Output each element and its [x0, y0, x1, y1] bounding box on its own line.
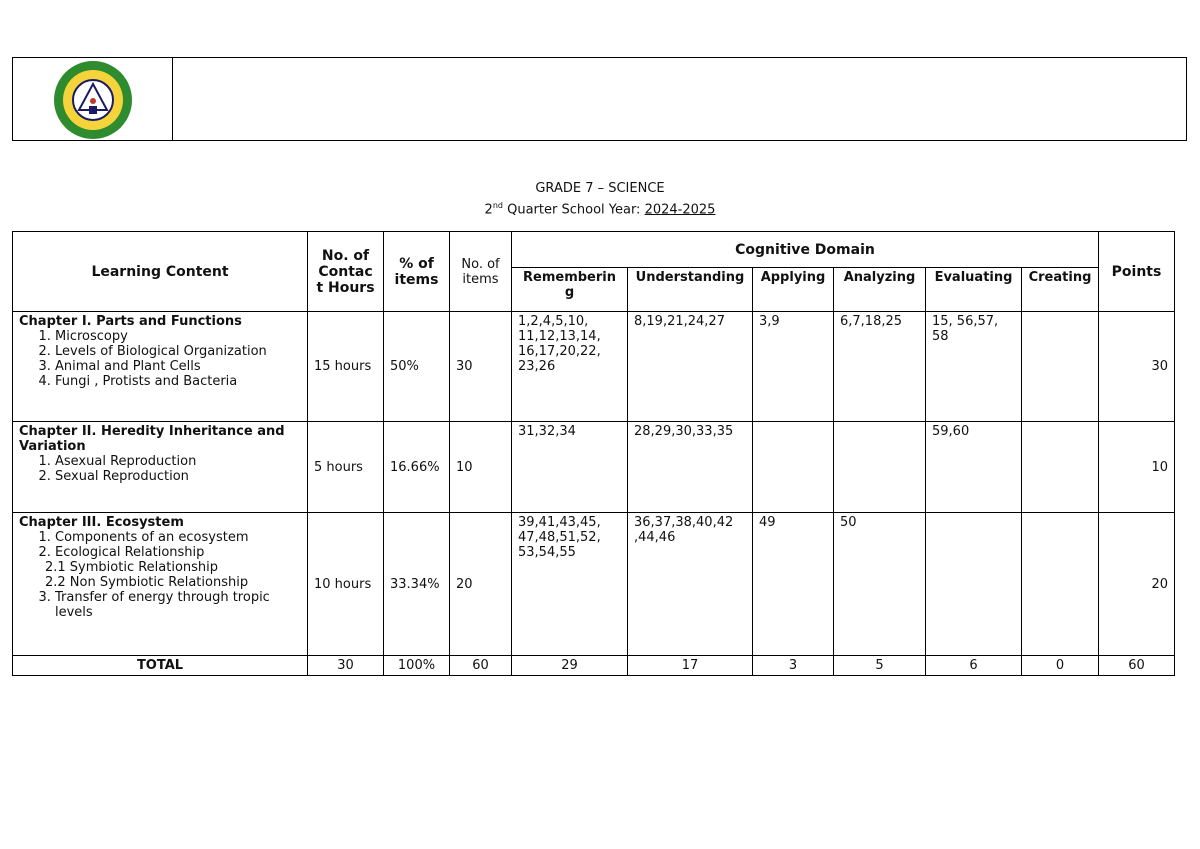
creating-cell — [1022, 422, 1099, 513]
evaluating-cell: 59,60 — [926, 422, 1022, 513]
understanding-cell: 8,19,21,24,27 — [628, 312, 753, 422]
header-analyzing: Analyzing — [834, 268, 926, 312]
remembering-cell: 31,32,34 — [512, 422, 628, 513]
header-cognitive-domain: Cognitive Domain — [512, 232, 1099, 268]
understanding-cell: 28,29,30,33,35 — [628, 422, 753, 513]
total-creating: 0 — [1022, 656, 1099, 676]
topic-list — [19, 454, 301, 484]
learning-content-cell — [13, 422, 308, 513]
topic-list — [19, 590, 301, 620]
list-item: 4. Fungi , Protists and Bacteria — [55, 374, 301, 389]
quarter-suffix: nd — [492, 201, 503, 210]
header-evaluating: Evaluating — [926, 268, 1022, 312]
header-understanding: Understanding — [628, 268, 753, 312]
list-item: 2. Levels of Biological Organization — [55, 344, 301, 359]
total-items: 60 — [450, 656, 512, 676]
percent-cell: 16.66% — [384, 422, 450, 513]
document-title — [0, 180, 1200, 218]
table-row — [13, 513, 1175, 656]
quarter-text: Quarter School Year: — [502, 202, 645, 218]
header-box — [12, 57, 1187, 141]
total-applying: 3 — [753, 656, 834, 676]
list-item: 1. Components of an ecosystem — [55, 530, 301, 545]
header-percent-items: % of items — [384, 232, 450, 312]
applying-cell — [753, 422, 834, 513]
applying-cell: 3,9 — [753, 312, 834, 422]
learning-content-cell — [13, 312, 308, 422]
learning-content-cell — [13, 513, 308, 656]
contact-hours-cell: 15 hours — [308, 312, 384, 422]
points-cell: 20 — [1099, 513, 1175, 656]
chapter-title: Chapter II. Heredity Inheritance and Variation — [19, 424, 285, 454]
school-seal-icon — [51, 60, 135, 140]
remembering-cell: 1,2,4,5,10, 11,12,13,14, 16,17,20,22, 23,26 — [512, 312, 628, 422]
total-evaluating: 6 — [926, 656, 1022, 676]
chapter-title: Chapter III. Ecosystem — [19, 515, 184, 530]
total-remembering: 29 — [512, 656, 628, 676]
items-cell: 30 — [450, 312, 512, 422]
evaluating-cell — [926, 513, 1022, 656]
items-cell: 10 — [450, 422, 512, 513]
school-year: 2024-2025 — [644, 202, 716, 218]
percent-cell: 50% — [384, 312, 450, 422]
topic-list — [19, 530, 301, 560]
header-points: Points — [1099, 232, 1175, 312]
header-learning-content: Learning Content — [13, 232, 308, 312]
header-remembering: Rememberin g — [512, 268, 628, 312]
total-percent: 100% — [384, 656, 450, 676]
title-line2 — [0, 197, 1200, 218]
list-item: 2. Sexual Reproduction — [55, 469, 301, 484]
chapter-title: Chapter I. Parts and Functions — [19, 314, 242, 329]
percent-cell: 33.34% — [384, 513, 450, 656]
points-cell: 30 — [1099, 312, 1175, 422]
list-item: 2. Ecological Relationship — [55, 545, 301, 560]
contact-hours-cell: 5 hours — [308, 422, 384, 513]
total-points: 60 — [1099, 656, 1175, 676]
list-item: 1. Asexual Reproduction — [55, 454, 301, 469]
points-cell: 10 — [1099, 422, 1175, 513]
creating-cell — [1022, 513, 1099, 656]
total-row — [13, 656, 1175, 676]
list-item: 2.1 Symbiotic Relationship — [45, 560, 219, 575]
total-label: TOTAL — [13, 656, 308, 676]
header-divider — [172, 58, 173, 140]
applying-cell: 49 — [753, 513, 834, 656]
analyzing-cell: 6,7,18,25 — [834, 312, 926, 422]
header-num-items: No. of items — [450, 232, 512, 312]
header-applying: Applying — [753, 268, 834, 312]
title-line1: GRADE 7 – SCIENCE — [535, 181, 665, 196]
total-understanding: 17 — [628, 656, 753, 676]
remembering-cell: 39,41,43,45, 47,48,51,52, 53,54,55 — [512, 513, 628, 656]
table-of-specifications — [12, 231, 1175, 676]
list-item: 2.2 Non Symbiotic Relationship — [45, 575, 249, 590]
creating-cell — [1022, 312, 1099, 422]
evaluating-cell: 15, 56,57, 58 — [926, 312, 1022, 422]
quarter-number: 2 — [484, 202, 493, 218]
header-contact-hours: No. of Contac t Hours — [308, 232, 384, 312]
table-row — [13, 422, 1175, 513]
list-item: 3. Animal and Plant Cells — [55, 359, 301, 374]
header-creating: Creating — [1022, 268, 1099, 312]
total-analyzing: 5 — [834, 656, 926, 676]
contact-hours-cell: 10 hours — [308, 513, 384, 656]
list-item: 3. Transfer of energy through tropic levels — [55, 590, 301, 620]
list-item: 1. Microscopy — [55, 329, 301, 344]
understanding-cell: 36,37,38,40,42 ,44,46 — [628, 513, 753, 656]
topic-list — [19, 329, 301, 389]
table-row — [13, 312, 1175, 422]
items-cell: 20 — [450, 513, 512, 656]
analyzing-cell: 50 — [834, 513, 926, 656]
analyzing-cell — [834, 422, 926, 513]
total-hours: 30 — [308, 656, 384, 676]
